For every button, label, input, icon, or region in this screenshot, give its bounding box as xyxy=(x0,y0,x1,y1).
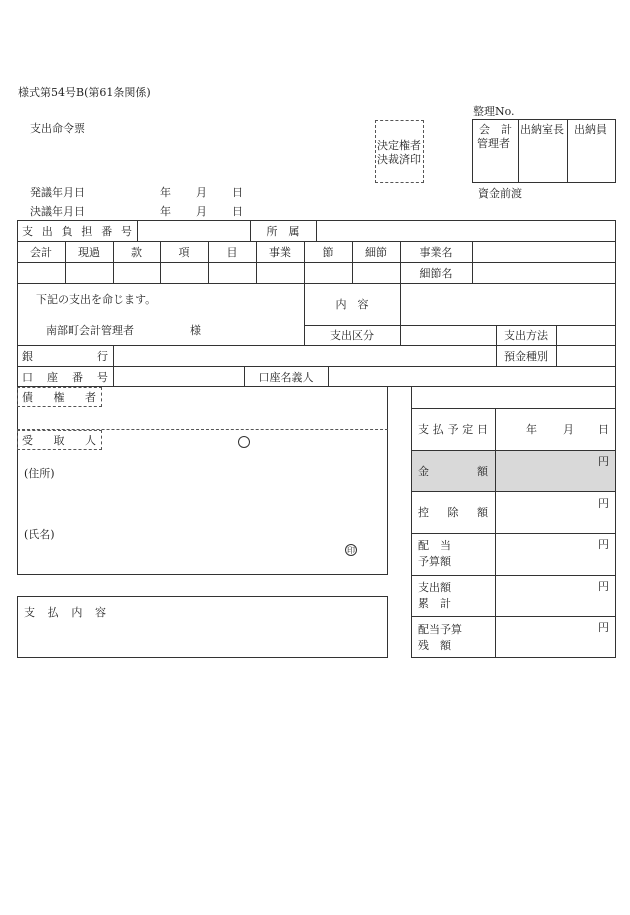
label-char: 払 xyxy=(47,605,59,619)
label-char: 額 xyxy=(477,464,488,478)
shishutsu-ruikei-line1: 支出額 xyxy=(418,581,451,594)
label-char: 受 xyxy=(22,433,33,447)
label-char: 銀 xyxy=(22,349,33,363)
shiharai-naiyou-label xyxy=(24,604,106,620)
genka-label: 現過 xyxy=(78,245,100,259)
label-char: 債 xyxy=(22,390,33,404)
kan-label: 款 xyxy=(131,245,142,259)
kingaku-label xyxy=(418,451,488,491)
ketsugi-hi: 日 xyxy=(232,205,243,218)
moku-label: 目 xyxy=(226,245,238,259)
label-char: 容 xyxy=(94,605,106,619)
form-title: 支出命令票 xyxy=(30,122,85,135)
approval-label-line2: 決裁済印 xyxy=(377,153,421,166)
label-char: 払 xyxy=(432,423,444,436)
kingaku-yen: 円 xyxy=(598,455,609,468)
label-char: 座 xyxy=(47,370,58,384)
shishutsu-houhou-label: 支出方法 xyxy=(504,329,548,342)
kouza-bangou-label xyxy=(22,367,108,387)
haitou-yosan-line1: 配 当 xyxy=(418,539,451,552)
kou-label: 項 xyxy=(178,245,190,259)
yotei-nen: 年 xyxy=(526,423,537,436)
label-char: 番 xyxy=(101,224,113,238)
label-char: 予 xyxy=(447,423,459,436)
label-char: 支 xyxy=(418,423,429,436)
label-char: 支 xyxy=(24,605,35,619)
label-char: 号 xyxy=(120,224,132,238)
order-addressee: 南部町会計管理者 xyxy=(46,324,134,337)
haitou-yosan-line2: 予算額 xyxy=(418,555,451,568)
hatsugi-tsuki: 月 xyxy=(196,186,207,199)
shozoku-label: 所 属 xyxy=(266,224,300,238)
shimei-seal-icon: 印 xyxy=(347,545,355,555)
label-char: 取 xyxy=(53,433,65,447)
haitou-yen: 円 xyxy=(598,538,609,551)
label-char: 内 xyxy=(71,605,83,619)
label-char: 金 xyxy=(418,464,429,478)
ketsugi-date-label: 決議年月日 xyxy=(30,205,85,218)
shishutsu-futan-bango-label xyxy=(22,221,132,241)
hatsugi-date-label: 発議年月日 xyxy=(30,186,85,199)
yotei-hi: 日 xyxy=(598,423,609,436)
label-char: 定 xyxy=(462,423,474,436)
haitou-zangaku-line2: 残 額 xyxy=(418,639,451,652)
label-char: 出 xyxy=(41,224,53,238)
naiyou-label: 内 容 xyxy=(335,298,369,311)
label-char: 番 xyxy=(72,370,83,384)
creditor-box xyxy=(17,386,388,575)
form-reference: 様式第54号B(第61条関係) xyxy=(18,86,151,99)
stamp-suitouin: 出納員 xyxy=(574,123,607,136)
label-char: 除 xyxy=(447,506,459,519)
yotei-tsuki: 月 xyxy=(563,423,574,436)
shiharai-yotei-bi-label xyxy=(418,409,488,450)
shishutsu-kubun-label: 支出区分 xyxy=(330,329,374,342)
jigyou-label: 事業 xyxy=(269,245,291,259)
ketsugi-tsuki: 月 xyxy=(196,205,207,218)
stamp-kaikei-line2: 管理者 xyxy=(477,137,510,150)
stamp-kaikei-line1: 会 計 xyxy=(479,123,512,136)
stamp-suitoushitsucho: 出納室長 xyxy=(520,123,564,136)
label-char: 支 xyxy=(22,224,33,238)
label-char: 負 xyxy=(61,224,73,238)
label-char: 権 xyxy=(53,390,65,404)
label-char: 行 xyxy=(97,349,108,363)
shimei-label: (氏名) xyxy=(24,528,55,541)
kouza-meigi-label: 口座名義人 xyxy=(258,370,314,384)
order-sama: 様 xyxy=(190,324,201,337)
koujo-gaku-label xyxy=(418,492,488,533)
hatsugi-nen: 年 xyxy=(160,186,171,199)
uketorinin-label xyxy=(22,431,96,449)
label-char: 額 xyxy=(477,506,488,519)
label-char: 号 xyxy=(97,370,108,384)
order-text: 下記の支出を命じます。 xyxy=(36,293,157,306)
label-char: 日 xyxy=(477,423,488,436)
approval-label-line1: 決定権者 xyxy=(377,139,421,152)
ginkou-label xyxy=(22,346,108,366)
shishutsu-ruikei-line2: 累 計 xyxy=(418,597,451,610)
shikin-maewatashi-label: 資金前渡 xyxy=(478,187,522,200)
yokin-shubetsu-label: 預金種別 xyxy=(504,349,548,363)
saisetsu-label: 細節 xyxy=(365,245,387,259)
ruikei-yen: 円 xyxy=(598,580,609,593)
haitou-zangaku-line1: 配当予算 xyxy=(418,623,462,636)
koujo-yen: 円 xyxy=(598,497,609,510)
approval-seal-box xyxy=(375,120,424,183)
label-char: 者 xyxy=(85,390,96,404)
saisetsu-mei-label: 細節名 xyxy=(419,266,453,280)
zangaku-yen: 円 xyxy=(598,621,609,634)
jigyou-mei-label: 事業名 xyxy=(419,245,453,259)
kaikei-label: 会計 xyxy=(30,245,52,259)
label-char: 担 xyxy=(81,224,93,238)
jusho-label: (住所) xyxy=(24,467,55,480)
ketsugi-nen: 年 xyxy=(160,205,171,218)
saikensha-label xyxy=(22,388,96,406)
label-char: 人 xyxy=(85,433,96,447)
setsu-label: 節 xyxy=(322,245,334,259)
small-seal-mark xyxy=(238,436,250,448)
label-char: 口 xyxy=(22,370,33,384)
seiri-no-label: 整理No. xyxy=(473,105,515,118)
label-char: 控 xyxy=(418,506,429,519)
hatsugi-hi: 日 xyxy=(232,186,243,199)
